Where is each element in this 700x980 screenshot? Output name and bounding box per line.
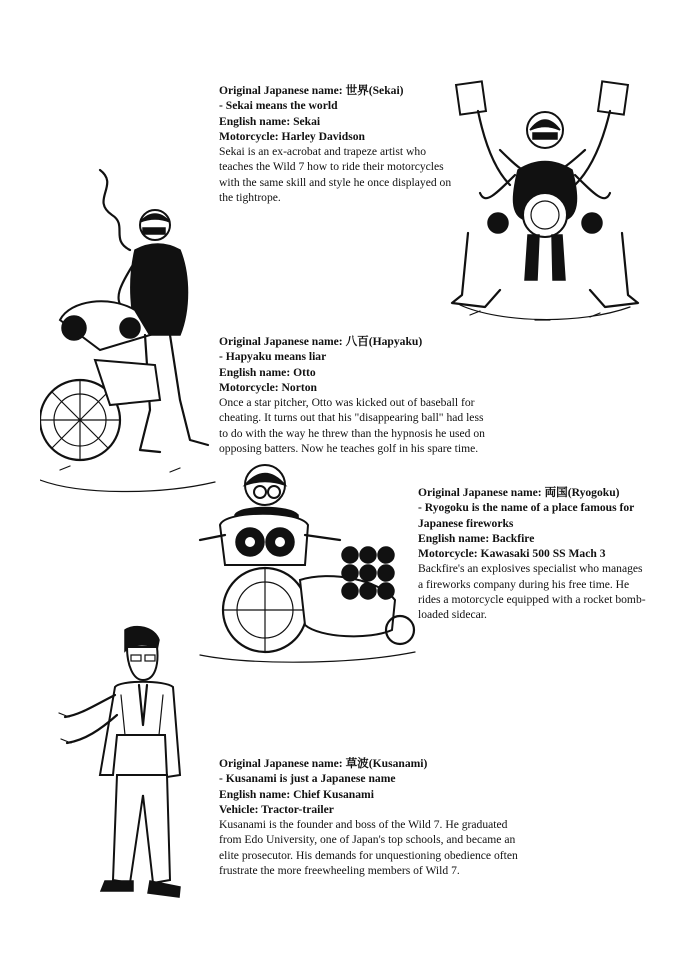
japanese-name: Original Japanese name: 世界(Sekai) [219,84,404,97]
english-name: English name: Backfire [418,531,535,545]
name-meaning: - Hapyaku means liar [219,350,327,364]
name-meaning: - Kusanami is just a Japanese name [219,772,396,786]
name-meaning: - Sekai means the world [219,99,338,113]
vehicle: Motorcycle: Norton [219,380,317,394]
japanese-name: Original Japanese name: 草波(Kusanami) [219,757,428,770]
character-entry-kusanami [219,756,529,878]
name-meaning: - Ryogoku is the name of a place famous for Japanese fireworks [418,501,635,530]
character-description: Backfire's an explosives specialist who manages a fireworks company during his free time. He rides a motorcycle equipped with a rocket bomb-loaded sidecar. [418,562,646,622]
vehicle: Motorcycle: Harley Davidson [219,129,365,143]
vehicle: Motorcycle: Kawasaki 500 SS Mach 3 [418,547,606,561]
character-entry-sekai [219,83,457,205]
backfire-kawasaki-illustration [180,460,420,665]
character-entry-otto [219,334,487,456]
japanese-name: Original Japanese name: 八百(Hapyaku) [219,335,423,348]
character-description: Once a star pitcher, Otto was kicked out of baseball for cheating. It turns out that his "disappearing ball" had less to do with the way he threw than the hypnosis he used on opposing batters. Now he teaches golf in his spare time. [219,396,485,456]
otto-norton-illustration [40,160,220,500]
english-name: English name: Sekai [219,114,321,128]
rocket-launcher [342,547,394,599]
character-description: Sekai is an ex-acrobat and trapeze artist who teaches the Wild 7 how to ride their motorcycles with the same skill and style he once displayed on the tightrope. [219,145,452,205]
vehicle: Vehicle: Tractor-trailer [219,802,334,816]
character-description: Kusanami is the founder and boss of the Wild 7. He graduated from Edo University, one of Japan's top schools, and became an elite prosecutor. His demands for unquestioning obedience often frustrate the more freewheeling members of Wild 7. [219,818,518,878]
english-name: English name: Chief Kusanami [219,787,374,801]
japanese-name: Original Japanese name: 両国(Ryogoku) [418,486,620,499]
character-entry-backfire [418,485,646,623]
sekai-harley-illustration [440,75,645,345]
english-name: English name: Otto [219,365,316,379]
kusanami-illustration [55,625,205,915]
